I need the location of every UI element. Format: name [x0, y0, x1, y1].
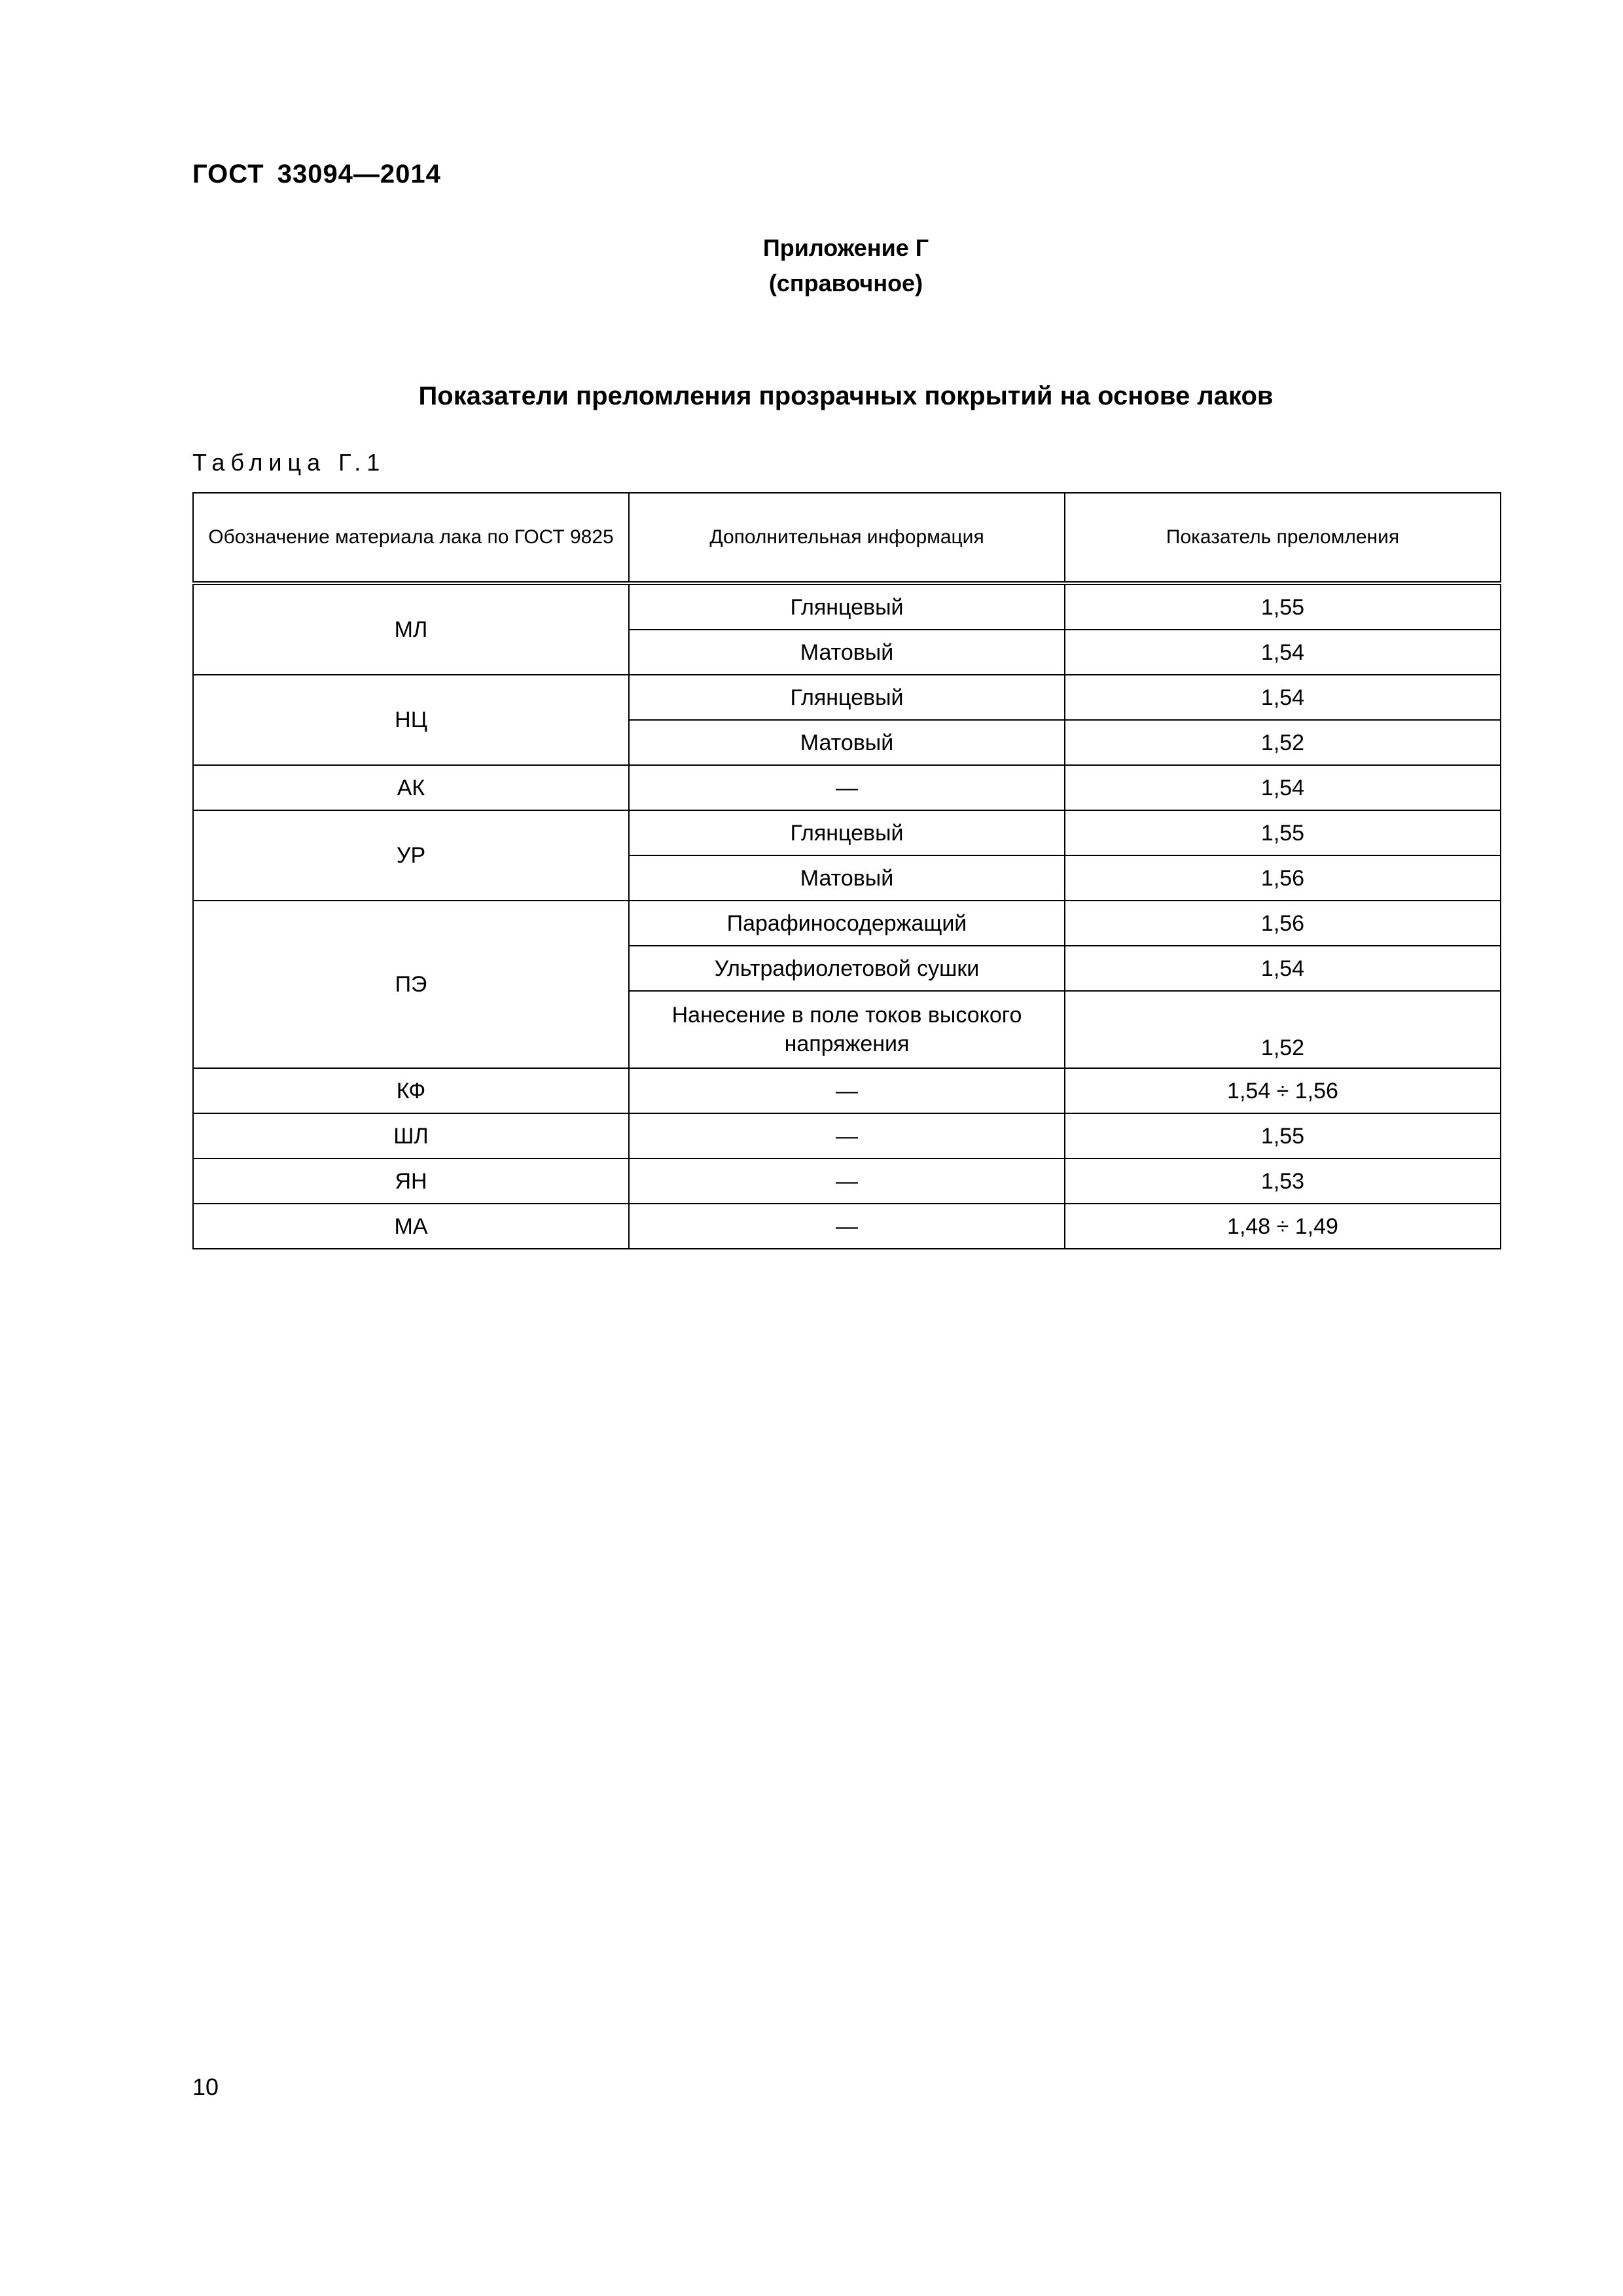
cell-info: Матовый	[629, 720, 1065, 765]
header-info: Дополнительная информация	[629, 493, 1065, 583]
cell-index: 1,56	[1065, 855, 1501, 901]
cell-info: Глянцевый	[629, 675, 1065, 720]
cell-material: МА	[193, 1204, 629, 1249]
cell-info: Матовый	[629, 855, 1065, 901]
page-title: Показатели преломления прозрачных покрытий на основе лаков	[418, 382, 1274, 410]
document-code: ГОСТ 33094—2014	[192, 160, 441, 188]
cell-index: 1,55	[1065, 810, 1501, 855]
cell-index: 1,56	[1065, 901, 1501, 946]
header-index: Показатель преломления	[1065, 493, 1501, 583]
table-row	[193, 1113, 1501, 1158]
table-header-row	[193, 493, 1501, 583]
cell-index: 1,52	[1065, 720, 1501, 765]
annex-type: (справочное)	[768, 270, 923, 296]
cell-info: Глянцевый	[629, 810, 1065, 855]
table-row	[193, 1068, 1501, 1113]
cell-material: КФ	[193, 1068, 629, 1113]
table-row	[193, 765, 1501, 810]
cell-material: МЛ	[193, 583, 629, 675]
table-row	[193, 810, 1501, 855]
cell-info: —	[629, 1204, 1065, 1249]
cell-material: ЯН	[193, 1158, 629, 1204]
cell-index: 1,54	[1065, 946, 1501, 991]
cell-info: —	[629, 1113, 1065, 1158]
table-row	[193, 1204, 1501, 1249]
cell-index: 1,53	[1065, 1158, 1501, 1204]
cell-index: 1,55	[1065, 583, 1501, 630]
cell-material: УР	[193, 810, 629, 901]
cell-material: АК	[193, 765, 629, 810]
cell-info: Нанесение в поле токов высокого напряжения	[629, 991, 1065, 1068]
cell-index: 1,54 ÷ 1,56	[1065, 1068, 1501, 1113]
cell-index: 1,48 ÷ 1,49	[1065, 1204, 1501, 1249]
page-number: 10	[192, 2073, 219, 2100]
cell-info: —	[629, 1068, 1065, 1113]
table-row	[193, 901, 1501, 946]
table-row	[193, 583, 1501, 630]
cell-index: 1,55	[1065, 1113, 1501, 1158]
refraction-index-table	[192, 492, 1501, 1249]
annex-heading	[0, 230, 1623, 301]
table-row	[193, 675, 1501, 720]
table-caption: Таблица Г.1	[192, 449, 386, 476]
cell-info: Матовый	[629, 630, 1065, 675]
cell-material: НЦ	[193, 675, 629, 765]
cell-info: Глянцевый	[629, 583, 1065, 630]
cell-material: ПЭ	[193, 901, 629, 1068]
cell-index: 1,54	[1065, 765, 1501, 810]
cell-info: Ультрафиолетовой сушки	[629, 946, 1065, 991]
cell-index: 1,54	[1065, 630, 1501, 675]
header-material: Обозначение материала лака по ГОСТ 9825	[193, 493, 629, 583]
table-row	[193, 1158, 1501, 1204]
cell-index: 1,54	[1065, 675, 1501, 720]
cell-info: —	[629, 765, 1065, 810]
cell-info: —	[629, 1158, 1065, 1204]
cell-index: 1,52	[1065, 991, 1501, 1068]
annex-label: Приложение Г	[762, 234, 929, 261]
cell-material: ШЛ	[193, 1113, 629, 1158]
cell-info: Парафиносодержащий	[629, 901, 1065, 946]
